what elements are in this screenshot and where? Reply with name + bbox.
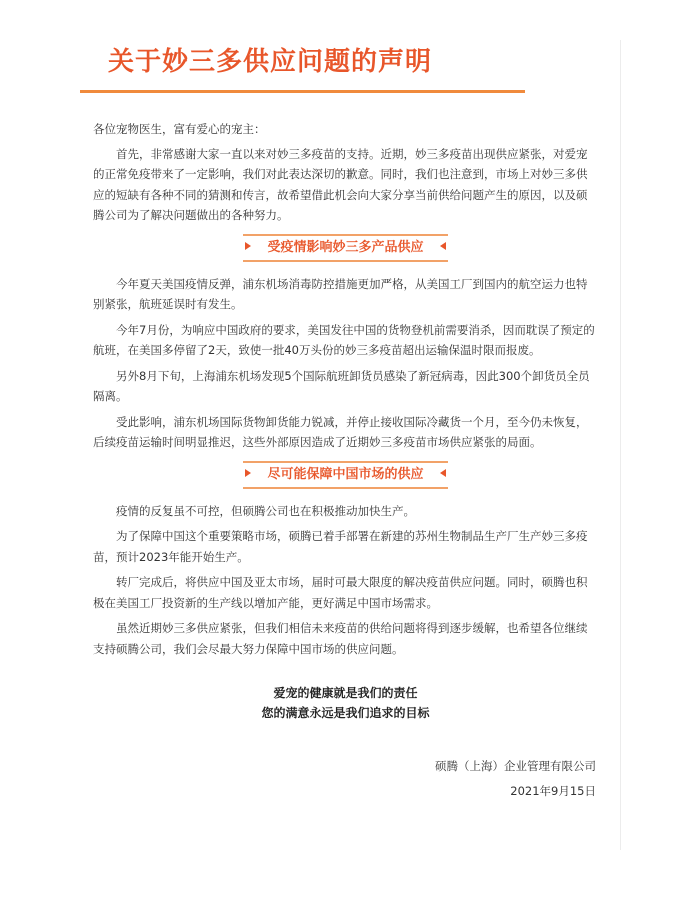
section-heading-text: 尽可能保障中国市场的供应: [267, 466, 424, 482]
title-underline: [80, 90, 525, 93]
right-border-rule: [620, 40, 621, 850]
section-heading-bottom-line: [243, 487, 448, 489]
document-header: [80, 40, 525, 93]
section-1-paragraph: 受此影响，浦东机场国际货物卸货能力锐减，并停止接收国际冷藏货一个月，至今仍未恢复，后续疫苗运输时间明显推迟，这些外部原因造成了近期妙三多疫苗市场供应紧张的局面。: [93, 414, 588, 449]
section-1-paragraph: 另外8月下旬，上海浦东机场发现5个国际航班卸货员感染了新冠病毒，因此300个卸货员全员隔离。: [93, 368, 590, 403]
letter-date: 2021年9月15日: [510, 784, 596, 798]
document-title: 关于妙三多供应问题的声明: [108, 47, 433, 77]
salutation: 各位宠物医生，富有爱心的宠主：: [93, 122, 266, 136]
section-heading-1: [243, 234, 448, 262]
arrow-left-icon: [440, 242, 446, 250]
slogan-line: 爱宠的健康就是我们的责任: [273, 686, 418, 700]
intro-paragraph: 首先，非常感谢大家一直以来对妙三多疫苗的支持。近期，妙三多疫苗出现供应紧张，对爱宠的正常免疫带来了一定影响，我们对此表达深切的歉意。同时，我们也注意到，市场上对妙三多供应的短缺有各种不同的猜测和传言，故希望借此机会向大家分享当前供给问题产生的原因，以及硕腾公司为了解决问题做出的各种努力。: [93, 146, 588, 222]
arrow-right-icon: [245, 242, 251, 250]
section-2-paragraph: 为了保障中国这个重要策略市场，硕腾已着手部署在新建的苏州生物制品生产厂生产妙三多疫苗，预计2023年能开始生产。: [93, 529, 588, 564]
arrow-right-icon: [245, 469, 251, 477]
section-1-paragraph: 今年夏天美国疫情反弹，浦东机场消毒防控措施更加严格，从美国工厂到国内的航空运力也特别紧张，航班延误时有发生。: [93, 276, 588, 311]
signature-block: [93, 756, 598, 802]
company-name: 硕腾（上海）企业管理有限公司: [435, 759, 596, 773]
letter-body: [93, 119, 598, 806]
section-heading-bottom-line: [243, 260, 448, 262]
slogan-line: 您的满意永远是我们追求的目标: [261, 706, 430, 720]
section-heading-2: [243, 461, 448, 489]
section-1-paragraph: 今年7月份，为响应中国政府的要求，美国发往中国的货物登机前需要消杀，因而耽误了预定的航班，在美国多停留了2天，致使一批40万头份的妙三多疫苗超出运输保温时限而报废。: [93, 322, 595, 357]
section-heading-text: 受疫情影响妙三多产品供应: [267, 239, 424, 255]
section-2-paragraph: 虽然近期妙三多供应紧张，但我们相信未来疫苗的供给问题将得到逐步缓解，也希望各位继续支持硕腾公司，我们会尽最大努力保障中国市场的供应问题。: [93, 621, 588, 656]
slogan-block: [93, 683, 598, 723]
section-2-paragraph: 转厂完成后，将供应中国及亚太市场，届时可最大限度的解决疫苗供应问题。同时，硕腾也积极在美国工厂投资新的生产线以增加产能，更好满足中国市场需求。: [93, 575, 588, 610]
arrow-left-icon: [440, 469, 446, 477]
section-2-paragraph: 疫情的反复虽不可控，但硕腾公司也在积极推动加快生产。: [116, 503, 415, 518]
